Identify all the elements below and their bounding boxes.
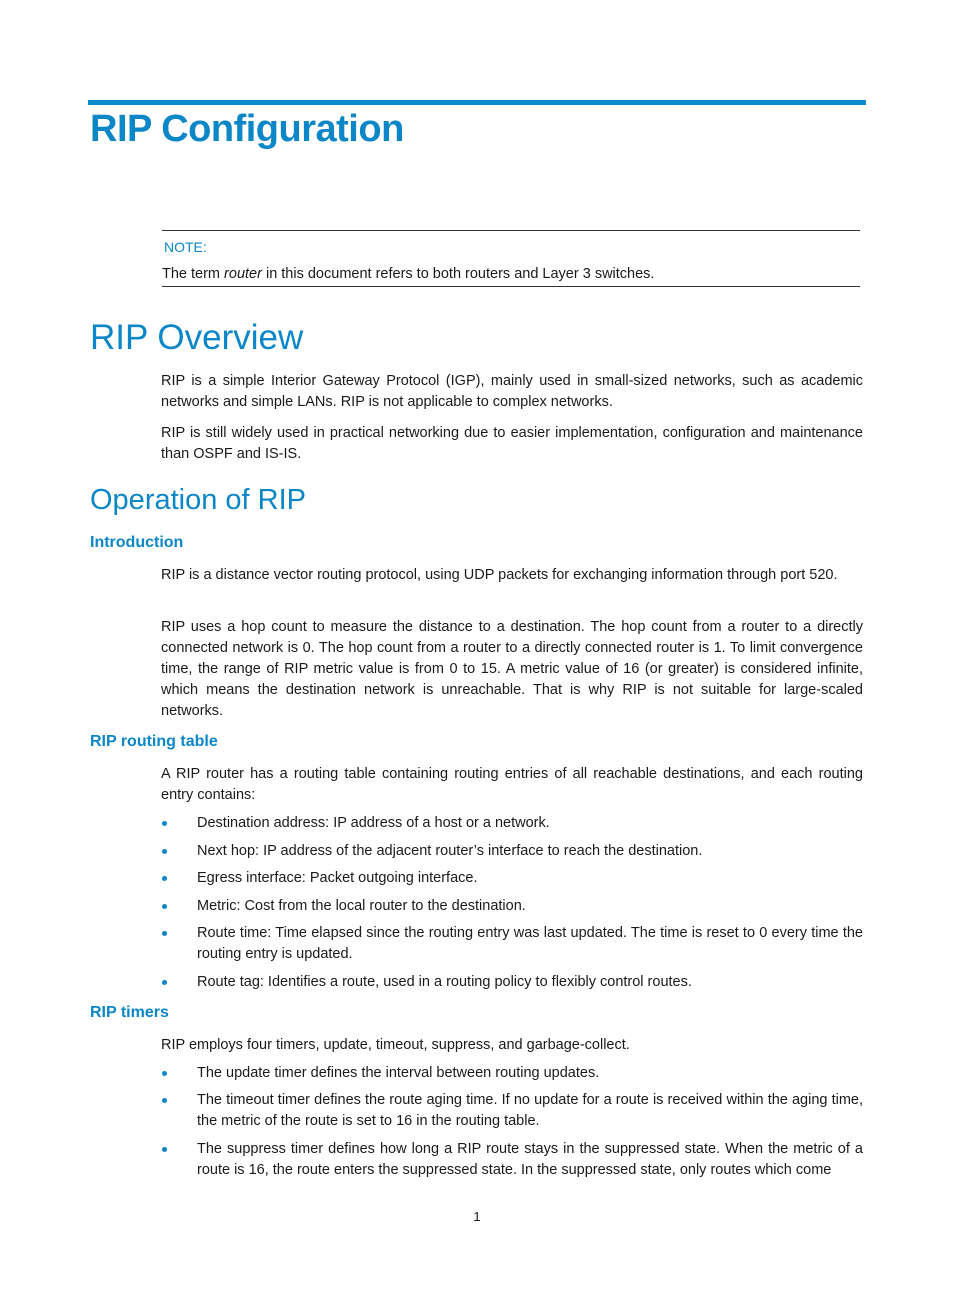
list-item-text: Next hop: IP address of the adjacent router’s interface to reach the destination.: [197, 843, 703, 859]
paragraph: RIP uses a hop count to measure the distance to a destination. The hop count from a router to a directly connected network is 0. The hop count from a router to a directly connected router is 1. To limit convergence time, the range of RIP metric value is from 0 to 15. A metric value of 16 (or greater) is considered infinite, which means the destination network is unreachable. That is why RIP is not suitable for large-scaled networks.: [161, 619, 863, 719]
note-text: [162, 266, 654, 282]
bullet-icon: [162, 876, 167, 881]
section-heading-rip-overview: RIP Overview: [90, 318, 304, 357]
paragraph: RIP is a distance vector routing protocol, using UDP packets for exchanging information through port 520.: [161, 567, 838, 583]
paragraph: A RIP router has a routing table containing routing entries of all reachable destinations, and each routing entry contains:: [161, 766, 863, 803]
bullet-icon: [162, 931, 167, 936]
list-item-text: The suppress timer defines how long a RIP route stays in the suppressed state. When the metric of a route is 16, the route enters the suppressed state. In the suppressed state, only routes which come: [197, 1141, 863, 1178]
subheading-introduction: Introduction: [90, 534, 184, 551]
paragraph: RIP employs four timers, update, timeout, suppress, and garbage-collect.: [161, 1037, 630, 1053]
paragraph: RIP is still widely used in practical networking due to easier implementation, configuration and maintenance than OSPF and IS-IS.: [161, 425, 863, 462]
list-item-text: Destination address: IP address of a host or a network.: [197, 815, 550, 831]
list-item-text: The update timer defines the interval between routing updates.: [197, 1065, 600, 1081]
bullet-icon: [162, 904, 167, 909]
section-heading-operation-of-rip: Operation of RIP: [90, 484, 306, 516]
list-item-text: Route time: Time elapsed since the routing entry was last updated. The time is reset to 0 every time the routing entry is updated.: [197, 925, 863, 962]
list-item-text: Egress interface: Packet outgoing interface.: [197, 870, 478, 886]
note-text-start: The term: [162, 266, 225, 282]
bullet-icon: [162, 1071, 167, 1076]
note-box: [162, 230, 860, 287]
subheading-rip-timers: RIP timers: [90, 1004, 169, 1021]
subheading-rip-routing-table: RIP routing table: [90, 733, 218, 750]
note-term: router: [224, 266, 262, 282]
bullet-icon: [162, 980, 167, 985]
bullet-icon: [162, 1098, 167, 1103]
list-item-text: Route tag: Identifies a route, used in a routing policy to flexibly control routes.: [197, 974, 692, 990]
chapter-top-rule: [88, 100, 866, 105]
page-number: 1: [473, 1209, 481, 1224]
note-text-end: in this document refers to both routers and Layer 3 switches.: [261, 266, 655, 282]
bullet-icon: [162, 821, 167, 826]
list-item-text: Metric: Cost from the local router to the destination.: [197, 898, 526, 914]
chapter-title: RIP Configuration: [90, 108, 404, 150]
bullet-icon: [162, 1147, 167, 1152]
bullet-icon: [162, 849, 167, 854]
list-item-text: The timeout timer defines the route aging time. If no update for a route is received within the aging time, the metric of the route is set to 16 in the routing table.: [197, 1092, 863, 1129]
note-label: NOTE:: [164, 239, 207, 255]
paragraph: RIP is a simple Interior Gateway Protocol (IGP), mainly used in small-sized networks, such as academic networks and simple LANs. RIP is not applicable to complex networks.: [161, 373, 863, 410]
